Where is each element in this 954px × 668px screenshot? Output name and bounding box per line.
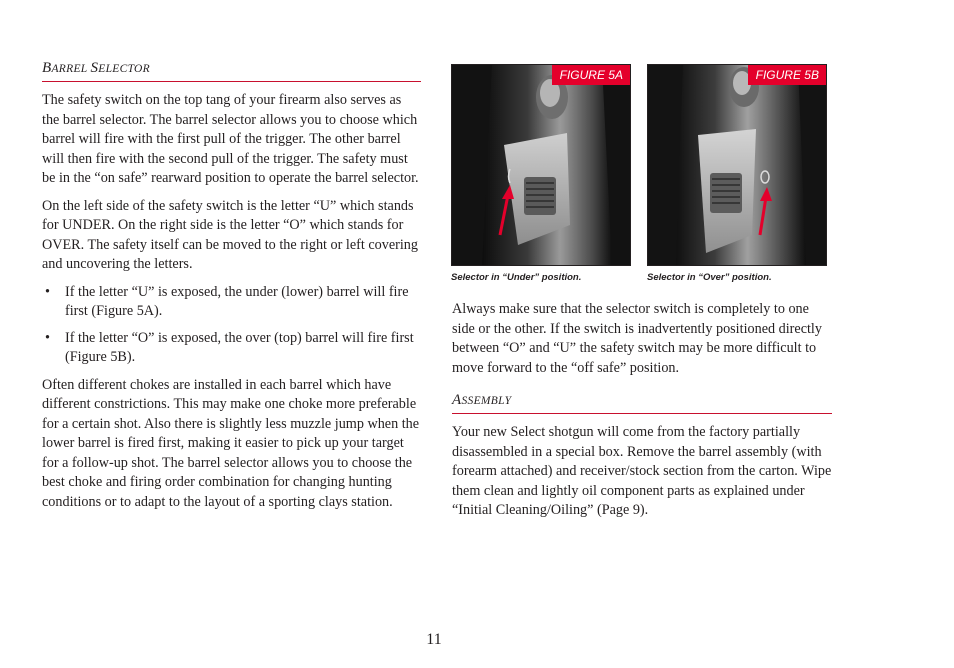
page-number: 11	[426, 631, 442, 648]
bullet-list	[42, 283, 421, 368]
right-column	[452, 300, 832, 529]
paragraph: On the left side of the safety switch is the letter “U” which stands for UNDER. On the right side is the letter “O” which stands for OVER. The safety itself can be moved to the right or left covering and uncovering the letters.	[42, 197, 418, 272]
list-item-text: If the letter “U” is exposed, the under (lower) barrel will fire first (Figure 5A).	[65, 283, 409, 319]
heading-initial: A	[452, 392, 462, 408]
figure-5a	[451, 64, 631, 283]
figure-5b	[647, 64, 827, 283]
figure-caption: Selector in “Under” position.	[451, 272, 582, 283]
barrel-selector-section	[42, 60, 421, 520]
bullet-icon: •	[45, 329, 50, 346]
safety-switch-u-image	[452, 65, 630, 265]
heading-initial: S	[90, 60, 99, 76]
figure-label: FIGURE 5A	[552, 65, 630, 85]
figure-caption: Selector in “Over” position.	[647, 272, 772, 283]
heading-rest: ELECTOR	[98, 63, 150, 75]
paragraph: Always make sure that the selector switch is completely to one side or the other. If the switch is inadvertently positioned directly between “O” and “U” the safety switch may be more difficult to move forward to the “off safe” position.	[452, 301, 822, 376]
list-item	[42, 283, 421, 322]
heading-rest: SSEMBLY	[461, 395, 512, 407]
list-item	[42, 329, 421, 368]
selector-under-photo	[451, 64, 631, 266]
paragraph: Often different chokes are installed in each barrel which have different constrictions. This may make one choke more preferable for a certain shot. Also there is slightly less muzzle jump when the lower barrel is fired first, making it easier to pick up your target for a follow-up shot. The barrel selector allows you to choose the best choke and firing order combination for changing hunting conditions or to adapt to the layout of a sporting clays station.	[42, 376, 420, 510]
barrel-selector-heading	[42, 60, 421, 82]
safety-switch-o-image	[648, 65, 826, 265]
selector-over-photo	[647, 64, 827, 266]
list-item-text: If the letter “O” is exposed, the over (top) barrel will fire first (Figure 5B).	[65, 329, 414, 365]
bullet-icon: •	[45, 283, 50, 300]
figure-label: FIGURE 5B	[748, 65, 826, 85]
heading-initial: B	[42, 60, 52, 76]
paragraph: The safety switch on the top tang of your firearm also serves as the barrel selector. The barrel selector allows you to choose which barrel will fire with the first pull of the trigger. The other barrel will then fire with the second pull of the trigger. The safety must be in the “on safe” rearward position to operate the barrel selector.	[42, 92, 419, 186]
paragraph: Your new Select shotgun will come from the factory partially disassembled in a special box. Remove the barrel assembly (with forearm attached) and receiver/stock section from the carton. Wipe them clean and lightly oil component parts as explained under “Initial Cleaning/Oiling” (Page 9).	[452, 424, 832, 518]
assembly-heading	[452, 392, 832, 414]
heading-rest: ARREL	[51, 63, 91, 75]
